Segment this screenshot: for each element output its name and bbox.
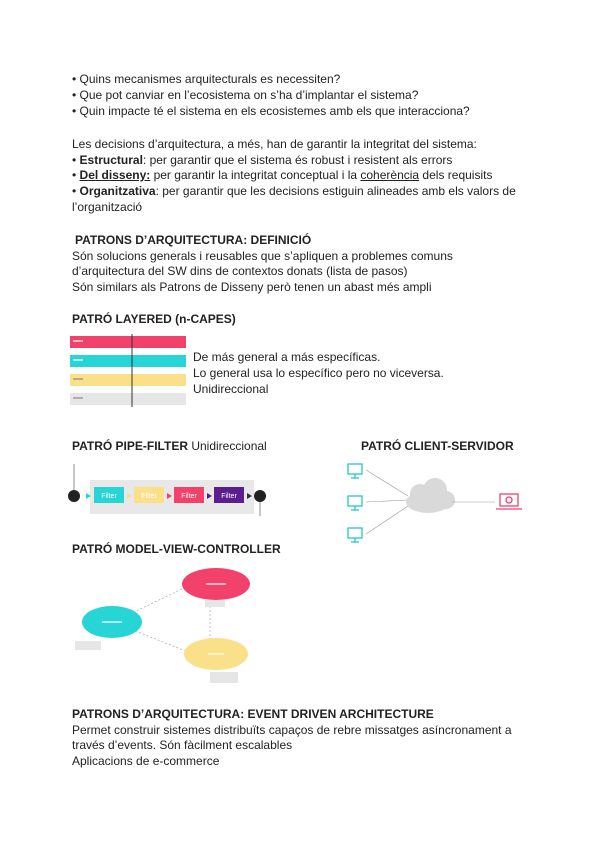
decision-organizational: • Organitzativa: per garantir que les decisions estiguin alineades amb els valors de [72,184,516,198]
definition-line-3: Són similars als Patrons de Disseny però tenen un abast més ampli [72,280,432,294]
svg-text:Filter: Filter [101,493,117,500]
decision-organizational-cont: l’organització [72,200,143,214]
layer-1 [70,336,186,348]
layer-4 [70,393,186,405]
event-driven-line-1: Permet construir sistemes distribuïts capaços de rebre missatges asíncronament a [72,723,512,737]
layered-title: PATRÓ LAYERED (n-CAPES) [72,312,236,326]
pipe-filter-title: PATRÓ PIPE-FILTER Unidireccional [72,439,267,453]
layered-line-3: Unidireccional [193,382,269,396]
client-monitor-icon-3 [348,528,362,542]
event-driven-title: PATRONS D’ARQUITECTURA: EVENT DRIVEN ARCHITECTURE [72,707,434,721]
question-1: • Quins mecanismes arquitecturals es necessiten? [72,72,341,86]
client-server-diagram [340,458,540,548]
question-2: • Que pot canviar en l’ecosistema on s’ha d’implantar el sistema? [72,88,419,102]
svg-text:Filter: Filter [181,493,197,500]
layered-line-2: Lo general usa lo específico pero no viceversa. [193,366,444,380]
definition-title: PATRONS D’ARQUITECTURA: DEFINICIÓ [75,233,312,247]
definition-line-1: Són solucions generals i reusables que s’apliquen a problemes comuns [72,249,453,263]
filter-1 [94,487,124,503]
filter-4 [214,487,244,503]
org-label: Organitzativa [79,184,156,198]
event-driven-line-2: través d’events. Són fàcilment escalables [72,738,293,752]
definition-line-2: d’arquitectura del SW dins de contextos donats (lista de pasos) [72,264,408,278]
sink-node [254,490,266,502]
layered-line-1: De más general a más específicas. [193,350,381,364]
structural-label: Estructural [79,153,143,167]
decision-structural: • Estructural: per garantir que el sistema és robust i resistent als errors [72,153,453,167]
layer-2 [70,355,186,367]
question-3: • Quin impacte té el sistema en els ecosistemes amb els que interacciona? [72,104,470,118]
layered-diagram [70,334,188,408]
source-node [68,490,80,502]
client-server-title: PATRÓ CLIENT-SERVIDOR [361,439,514,453]
server-laptop-icon [496,494,522,509]
filter-3 [174,487,204,503]
mvc-diagram [70,566,280,691]
client-monitor-icon-2 [348,496,362,510]
filter-2 [134,487,164,503]
mvc-title: PATRÓ MODEL-VIEW-CONTROLLER [72,542,281,556]
layer-3 [70,374,186,386]
pipe-filter-diagram [62,458,272,520]
cloud-icon [406,478,455,513]
coherence-word: coherència [360,168,420,182]
client-monitor-icon-1 [348,464,362,478]
svg-text:Filter: Filter [141,493,157,500]
decision-design: • Del disseny: per garantir la integritat conceptual i la coherència dels requisits [72,168,493,182]
design-label: Del disseny: [79,168,151,182]
svg-text:Filter: Filter [221,493,237,500]
event-driven-line-3: Aplicacions de e-commerce [72,754,220,768]
decisions-intro: Les decisions d’arquitectura, a més, han de garantir la integritat del sistema: [72,137,477,151]
